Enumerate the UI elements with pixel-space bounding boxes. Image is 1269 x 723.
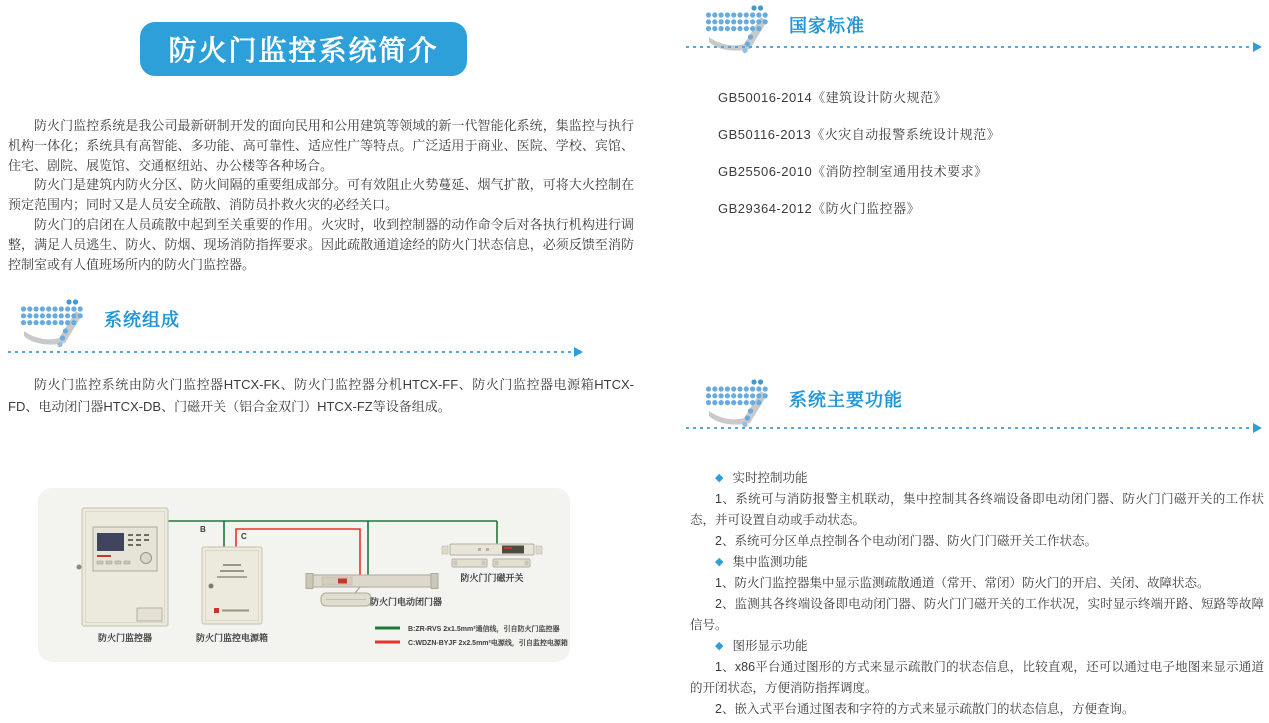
- functions-list: [690, 468, 1264, 720]
- door-closer-label: 防火门电动闭门器: [369, 597, 443, 607]
- keyboard-dots-icon: [703, 4, 775, 56]
- section-header-standards: [703, 4, 865, 56]
- dotted-separator: [8, 351, 574, 353]
- diamond-bullet-icon: ◆: [715, 472, 724, 484]
- function-item: 2、监测其各终端设备即电动闭门器、防火门门磁开关的工作状况，实时显示终端开路、短路等故障信号。: [690, 597, 1264, 632]
- section-title: 国家标准: [789, 16, 865, 36]
- system-diagram-drawing: [38, 488, 570, 662]
- monitor-label: 防火门监控器: [97, 633, 153, 643]
- function-heading: [690, 468, 1264, 489]
- arrow-right-icon: [1253, 423, 1262, 433]
- legend-green-text: B:ZR-RVS 2x1.5mm²通信线，引自防火门监控器: [408, 626, 560, 633]
- function-heading: [690, 552, 1264, 573]
- standard-item: GB25506-2010《消防控制室通用技术要求》: [718, 164, 988, 179]
- monitor-cabinet: [77, 508, 169, 643]
- intro-paragraph: 防火门的启闭在人员疏散中起到至关重要的作用。火灾时，收到控制器的动作命令后对各执行机构进行调整，满足人员逃生、防火、防烟、现场消防指挥要求。因此疏散通道途经的防火门状态信息，必须反馈至消防控制室或有人值班场所内的防火门监控器。: [8, 216, 634, 272]
- function-item: 2、嵌入式平台通过图表和字符的方式来显示疏散门的状态信息，方便查询。: [715, 702, 1135, 716]
- arrow-right-icon: [574, 347, 583, 357]
- power-box-label: 防火门监控电源箱: [195, 633, 269, 643]
- function-heading-text: 图形显示功能: [732, 639, 808, 653]
- right-column: [686, 0, 1264, 723]
- wire-legend: [375, 624, 568, 648]
- title-banner: [140, 22, 467, 76]
- function-item: 1、x86平台通过图形的方式来显示疏散门的状态信息，比较直观，还可以通过电子地图来显示通道的开闭状态，方便消防指挥调度。: [690, 660, 1264, 695]
- function-heading: [690, 636, 1264, 657]
- system-diagram: [38, 488, 570, 662]
- function-heading-text: 集中监测功能: [732, 555, 808, 569]
- standards-list: [718, 88, 1258, 236]
- dotted-separator: [686, 427, 1253, 429]
- page-title: 防火门监控系统简介: [168, 35, 439, 66]
- section-header-composition: [18, 298, 180, 350]
- function-item: 2、系统可分区单点控制各个电动闭门器、防火门门磁开关工作状态。: [715, 534, 1097, 548]
- standard-item: GB29364-2012《防火门监控器》: [718, 201, 921, 216]
- wire-label-c: C: [241, 532, 247, 541]
- diamond-bullet-icon: ◆: [715, 556, 724, 568]
- diamond-bullet-icon: ◆: [715, 640, 724, 652]
- section-header-functions: [703, 378, 903, 430]
- standard-item: GB50116-2013《火灾自动报警系统设计规范》: [718, 127, 1001, 142]
- power-box: [196, 547, 268, 643]
- section-title: 系统主要功能: [789, 390, 903, 410]
- composition-paragraph: 防火门监控系统由防火门监控器HTCX-FK、防火门监控器分机HTCX-FF、防火门监控器电源箱HTCX-FD、电动闭门器HTCX-DB、门磁开关（铝合金双门）HTCX-FZ等设备组成。: [8, 377, 634, 414]
- wire-label-b: B: [200, 525, 206, 534]
- legend-red-text: C:WDZN-BYJF 2x2.5mm²电源线，引自监控电源箱: [408, 640, 568, 647]
- intro-text: [8, 116, 634, 274]
- function-heading-text: 实时控制功能: [732, 471, 808, 485]
- magnetic-switch-label: 防火门门磁开关: [460, 573, 524, 583]
- composition-text: [8, 374, 634, 418]
- left-column: [8, 0, 635, 723]
- keyboard-dots-icon: [703, 378, 775, 430]
- standard-item: GB50016-2014《建筑设计防火规范》: [718, 90, 948, 105]
- dotted-separator: [686, 46, 1253, 48]
- magnetic-switch: [442, 544, 542, 583]
- function-item: 1、系统可与消防报警主机联动，集中控制其各终端设备即电动闭门器、防火门门磁开关的工作状态，并可设置自动或手动状态。: [690, 492, 1264, 527]
- intro-paragraph: 防火门是建筑内防火分区、防火间隔的重要组成部分。可有效阻止火势蔓延、烟气扩散，可将大火控制在预定范围内；同时又是人员安全疏散、消防员扑救火灾的必经关口。: [8, 177, 634, 213]
- keyboard-dots-icon: [18, 298, 90, 350]
- door-closer: [306, 574, 442, 608]
- function-item: 1、防火门监控器集中显示监测疏散通道（常开、常闭）防火门的开启、关闭、故障状态。: [715, 576, 1210, 590]
- arrow-right-icon: [1253, 42, 1262, 52]
- section-title: 系统组成: [104, 310, 180, 330]
- intro-paragraph: 防火门监控系统是我公司最新研制开发的面向民用和公用建筑等领域的新一代智能化系统，集监控与执行机构一体化；系统具有高智能、多功能、高可靠性、适应性广等特点。广泛适用于商业、医院、学校、宾馆、住宅、剧院、展览馆、交通枢纽站、办公楼等各种场合。: [8, 118, 634, 173]
